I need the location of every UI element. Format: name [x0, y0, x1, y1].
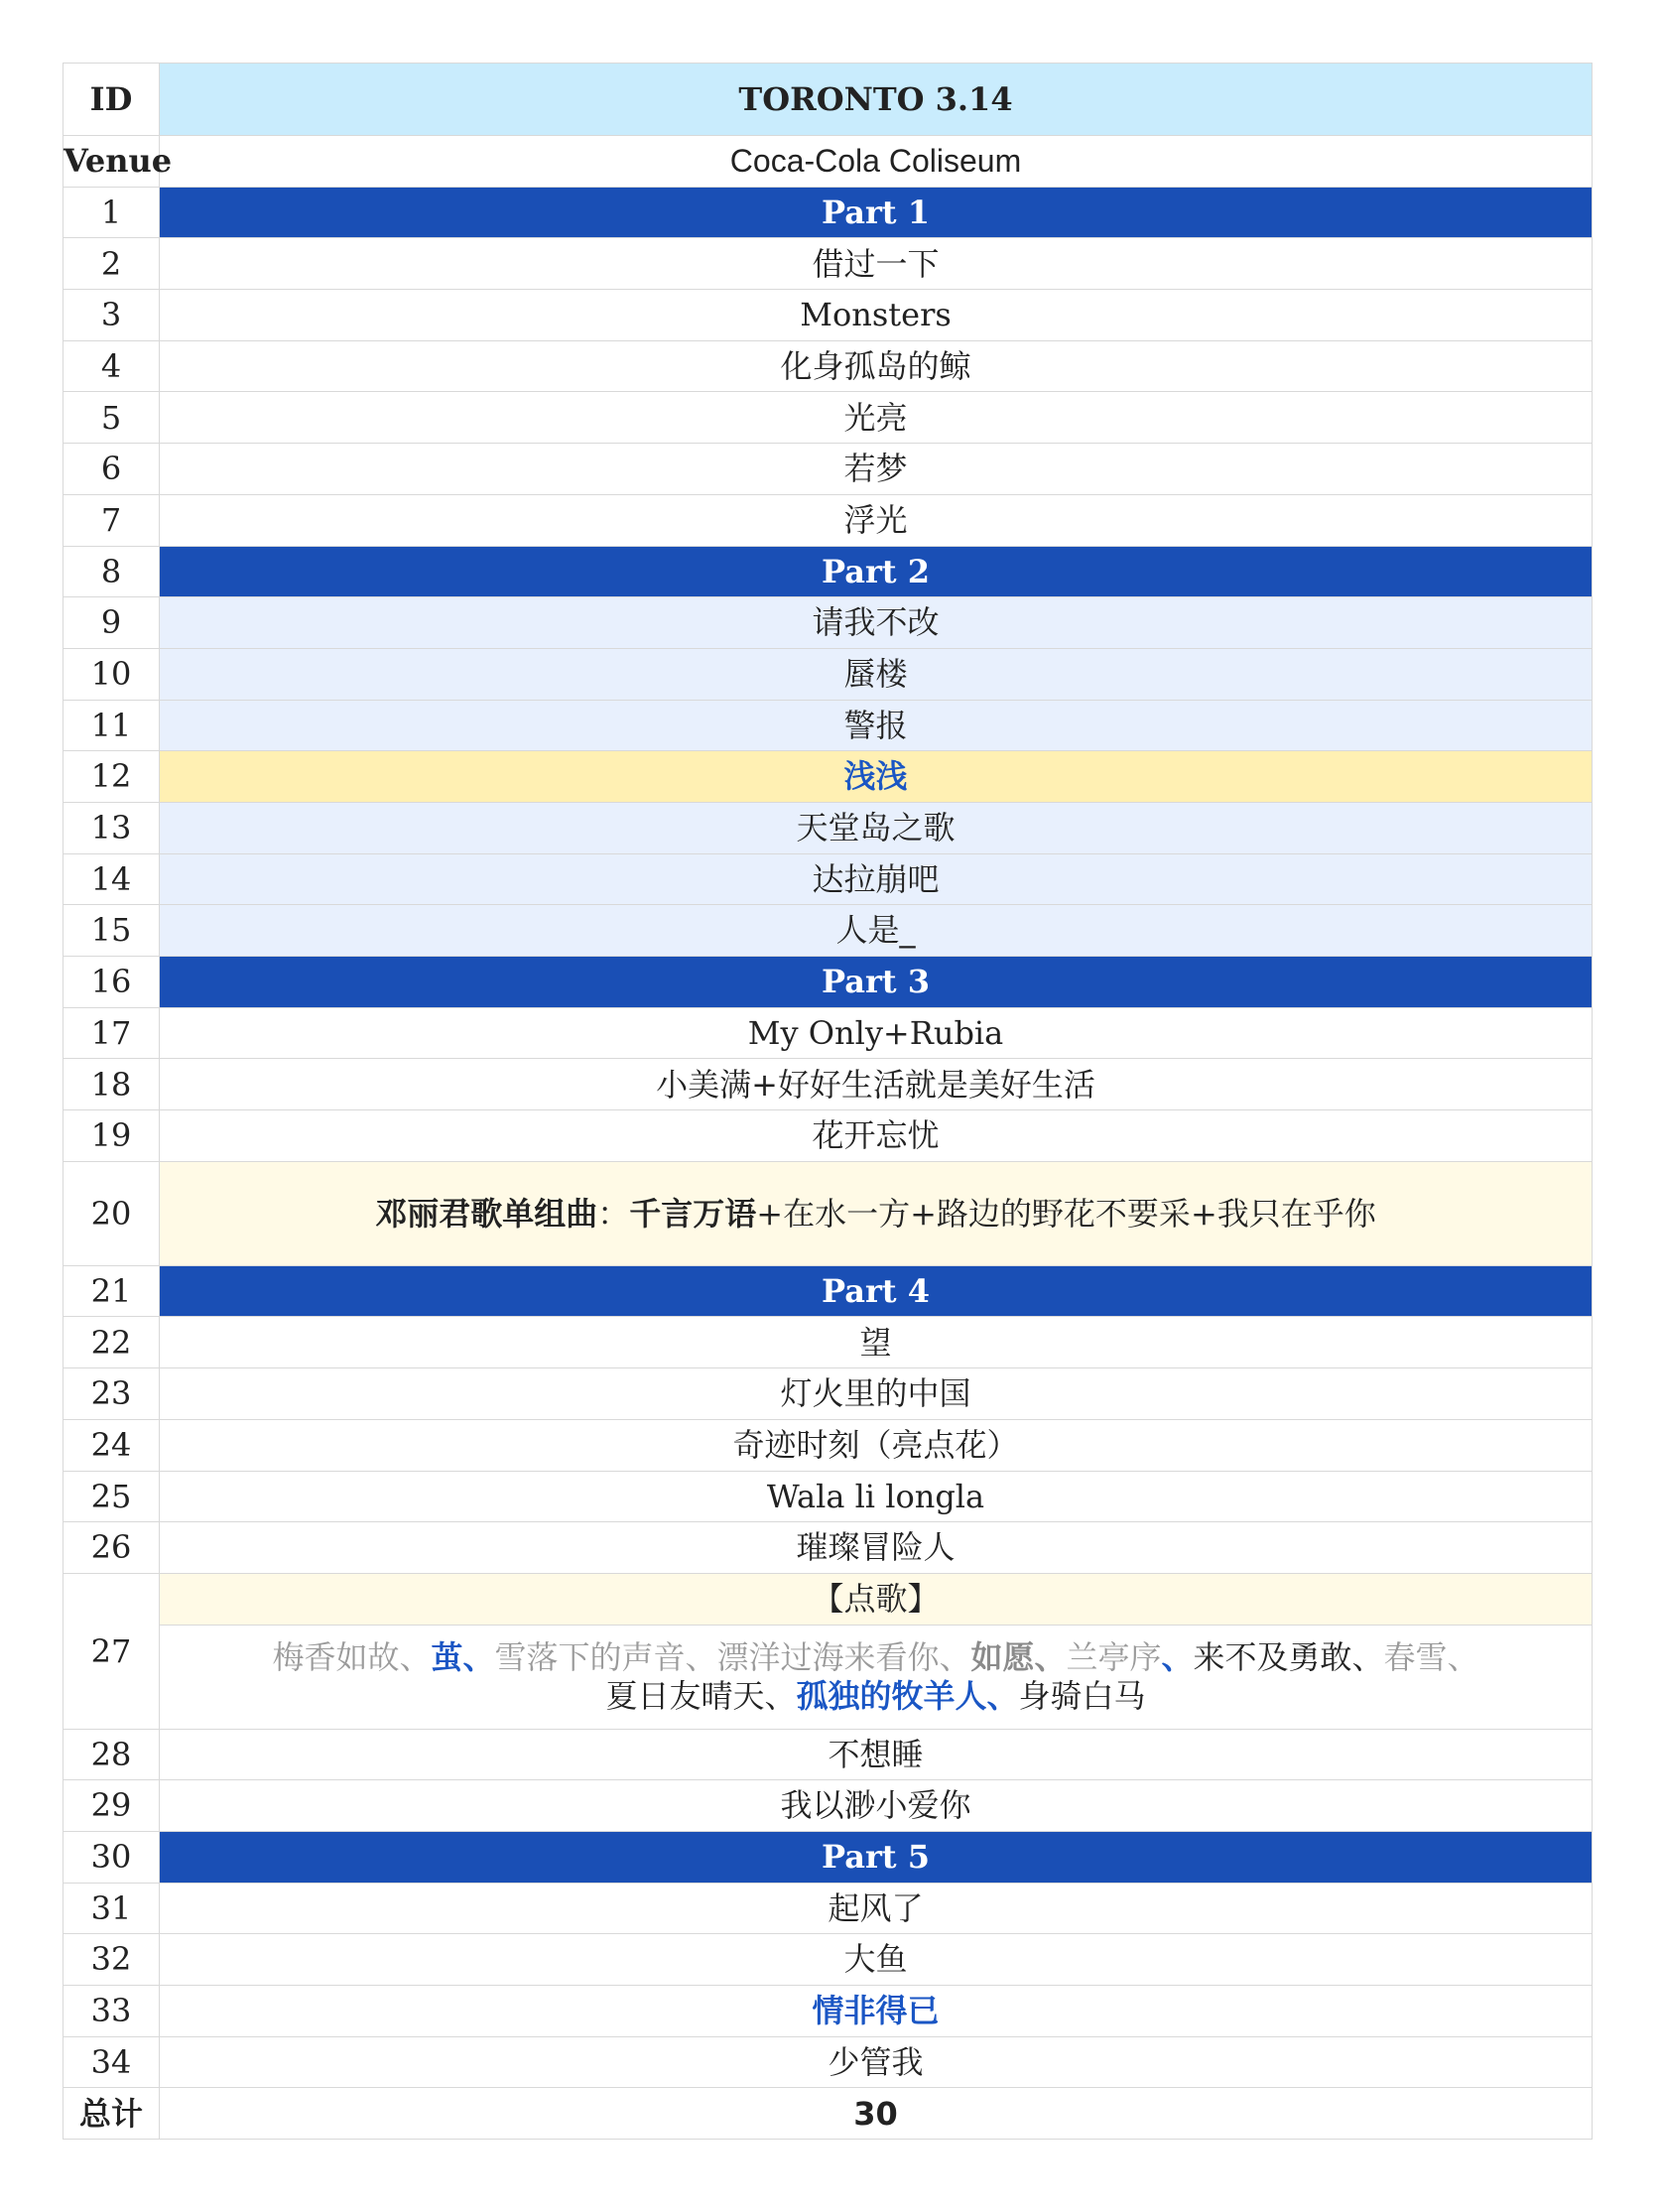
venue-name: Coca-Cola Coliseum: [160, 136, 1593, 188]
row-id: 7: [64, 494, 160, 546]
table-row: [64, 494, 1593, 546]
row-id: 14: [64, 853, 160, 905]
song-title: 警报: [160, 700, 1593, 751]
song-title: 大鱼: [160, 1934, 1593, 1986]
medley-colon: ：: [597, 1194, 630, 1233]
table-row: [64, 546, 1593, 597]
request-header: 【点歌】: [160, 1573, 1593, 1625]
row-id: 23: [64, 1368, 160, 1420]
song-title: 不想睡: [160, 1729, 1593, 1780]
table-row: [64, 1110, 1593, 1162]
row-id: 12: [64, 751, 160, 803]
table-row: [64, 957, 1593, 1008]
medley-song: 我只在乎你: [1216, 1194, 1376, 1233]
row-id: 17: [64, 1007, 160, 1059]
row-id: 34: [64, 2036, 160, 2088]
table-row: [64, 1831, 1593, 1883]
song-title: 若梦: [160, 444, 1593, 495]
song-title: Wala li longla: [160, 1471, 1593, 1522]
row-id: 10: [64, 648, 160, 700]
medley-song: 路边的野花不要采: [936, 1194, 1191, 1233]
song-title: 我以渺小爱你: [160, 1780, 1593, 1832]
song-title: 望: [160, 1317, 1593, 1368]
table-row: [64, 1471, 1593, 1522]
row-id: 28: [64, 1729, 160, 1780]
song-title: 借过一下: [160, 238, 1593, 290]
table-row: [64, 1986, 1593, 2037]
song-title: 达拉崩吧: [160, 853, 1593, 905]
song-title: 灯火里的中国: [160, 1368, 1593, 1420]
table-row: [64, 597, 1593, 649]
medley-plus: +: [910, 1194, 937, 1233]
table-row: [64, 751, 1593, 803]
song-title: Monsters: [160, 290, 1593, 341]
total-label: 总计: [64, 2088, 160, 2140]
song-title: 天堂岛之歌: [160, 802, 1593, 853]
table-row: [64, 1059, 1593, 1110]
song-title: 化身孤岛的鲸: [160, 340, 1593, 392]
request-song-list: [160, 1625, 1593, 1729]
row-id: 5: [64, 392, 160, 444]
medley-cell: [160, 1161, 1593, 1265]
medley-plus: +: [1190, 1194, 1217, 1233]
row-id: 9: [64, 597, 160, 649]
highlight-song-title: 情非得已: [160, 1986, 1593, 2037]
row-id: 11: [64, 700, 160, 751]
row-id: 1: [64, 187, 160, 238]
medley-name: 邓丽君歌单组曲: [375, 1194, 598, 1233]
row-id: 25: [64, 1471, 160, 1522]
highlight-song-title: 浅浅: [160, 751, 1593, 803]
table-row: [64, 1729, 1593, 1780]
table-row: [64, 1007, 1593, 1059]
row-id: 33: [64, 1986, 160, 2037]
row-id: 21: [64, 1265, 160, 1317]
song-title: 浮光: [160, 494, 1593, 546]
row-id: 15: [64, 905, 160, 957]
table-row: [64, 2036, 1593, 2088]
request-song: 茧、: [431, 1638, 495, 1677]
song-title: 小美满+好好生活就是美好生活: [160, 1059, 1593, 1110]
table-row: [64, 444, 1593, 495]
row-id: 27: [64, 1573, 160, 1729]
id-header: ID: [64, 64, 160, 136]
request-song: 孤独的牧羊人、: [796, 1676, 1019, 1715]
table-row: [64, 187, 1593, 238]
row-id: 22: [64, 1317, 160, 1368]
row-id: 24: [64, 1419, 160, 1471]
row-id: 26: [64, 1522, 160, 1574]
table-row: [64, 1625, 1593, 1729]
request-song: 兰亭序: [1066, 1638, 1162, 1677]
table-row: [64, 1522, 1593, 1574]
part-header: Part 2: [160, 546, 1593, 597]
row-id: 2: [64, 238, 160, 290]
table-row: [64, 853, 1593, 905]
row-id: 8: [64, 546, 160, 597]
row-id: 30: [64, 1831, 160, 1883]
request-song: 如愿、: [970, 1638, 1067, 1677]
row-id: 19: [64, 1110, 160, 1162]
table-row: [64, 1265, 1593, 1317]
song-title: 奇迹时刻（亮点花）: [160, 1419, 1593, 1471]
concert-title: TORONTO 3.14: [160, 64, 1593, 136]
request-song: 春雪、: [1383, 1638, 1479, 1677]
table-row: [64, 1883, 1593, 1934]
request-song: 身骑白马: [1018, 1676, 1146, 1715]
row-id: 31: [64, 1883, 160, 1934]
table-row: [64, 1934, 1593, 1986]
part-header: Part 4: [160, 1265, 1593, 1317]
row-id: 3: [64, 290, 160, 341]
table-row: [64, 1419, 1593, 1471]
medley-plus: +: [756, 1194, 784, 1233]
setlist-table: [63, 63, 1593, 2140]
table-row: [64, 1317, 1593, 1368]
table-row: [64, 802, 1593, 853]
part-header: Part 3: [160, 957, 1593, 1008]
table-row: [64, 905, 1593, 957]
table-row: [64, 1780, 1593, 1832]
table-row: [64, 700, 1593, 751]
total-count: 30: [160, 2088, 1593, 2140]
title-row: [64, 64, 1593, 136]
song-title: 璀璨冒险人: [160, 1522, 1593, 1574]
medley-song: 在水一方: [783, 1194, 911, 1233]
part-header: Part 1: [160, 187, 1593, 238]
row-id: 6: [64, 444, 160, 495]
total-row: [64, 2088, 1593, 2140]
row-id: 18: [64, 1059, 160, 1110]
request-separator: 、: [1161, 1638, 1194, 1677]
song-title: 花开忘忧: [160, 1110, 1593, 1162]
table-row: [64, 340, 1593, 392]
request-song: 雪落下的声音、漂洋过海来看你、: [494, 1638, 971, 1677]
row-id: 29: [64, 1780, 160, 1832]
song-title: 少管我: [160, 2036, 1593, 2088]
table-row: [64, 1573, 1593, 1625]
venue-row: [64, 136, 1593, 188]
row-id: 20: [64, 1161, 160, 1265]
request-song: 梅香如故、: [272, 1638, 432, 1677]
table-row: [64, 648, 1593, 700]
table-row: [64, 238, 1593, 290]
song-title: 蜃楼: [160, 648, 1593, 700]
venue-label: Venue: [64, 136, 160, 188]
table-row: [64, 1161, 1593, 1265]
song-title: 起风了: [160, 1883, 1593, 1934]
song-title: 请我不改: [160, 597, 1593, 649]
row-id: 4: [64, 340, 160, 392]
part-header: Part 5: [160, 1831, 1593, 1883]
table-row: [64, 290, 1593, 341]
table-row: [64, 1368, 1593, 1420]
song-title: 光亮: [160, 392, 1593, 444]
row-id: 13: [64, 802, 160, 853]
song-title: 人是_: [160, 905, 1593, 957]
row-id: 16: [64, 957, 160, 1008]
request-song: 夏日友晴天、: [605, 1676, 797, 1715]
row-id: 32: [64, 1934, 160, 1986]
request-song: 来不及勇敢、: [1193, 1638, 1384, 1677]
song-title: My Only+Rubia: [160, 1007, 1593, 1059]
table-row: [64, 392, 1593, 444]
medley-song: 千言万语: [629, 1194, 757, 1233]
